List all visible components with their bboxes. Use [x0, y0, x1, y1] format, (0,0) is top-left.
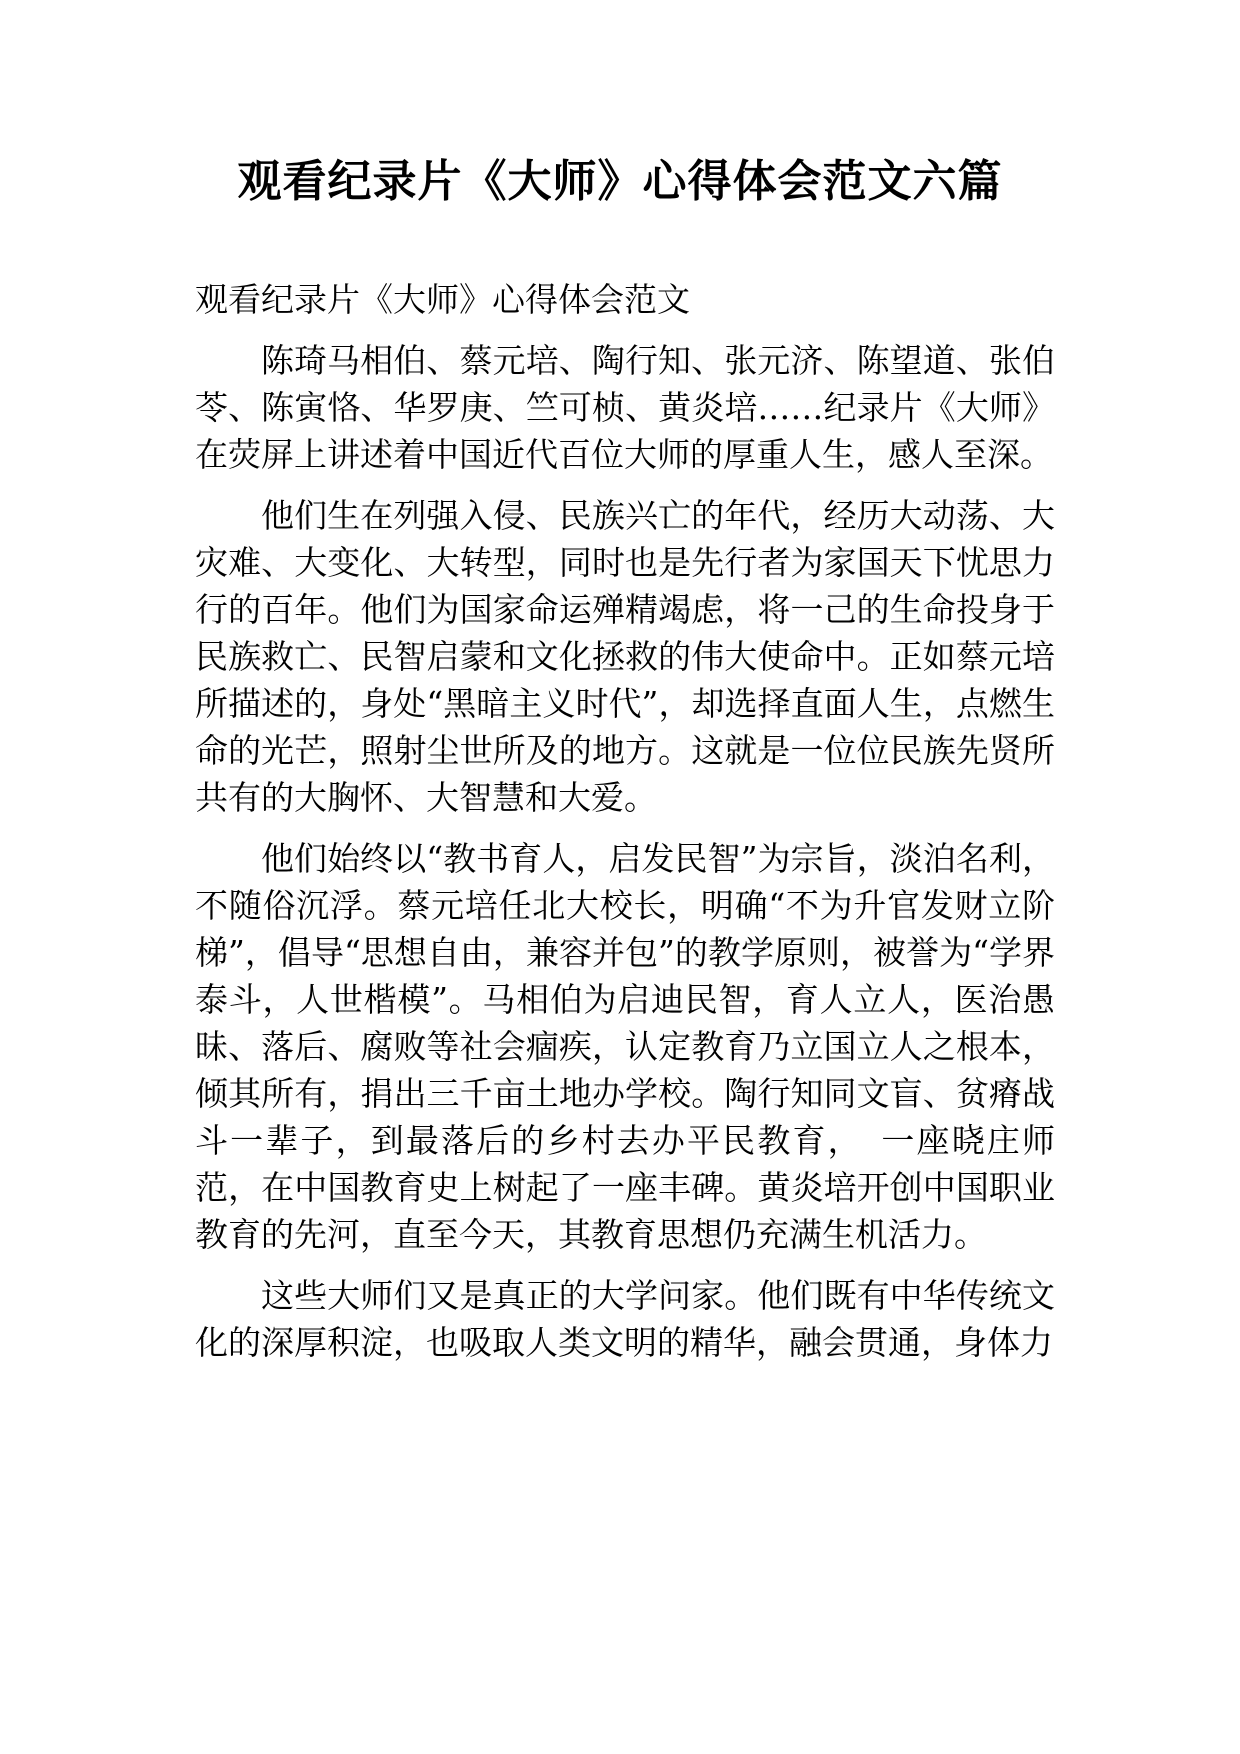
- paragraph-2: 他们生在列强入侵、民族兴亡的年代，经历大动荡、大灾难、大变化、大转型，同时也是先行者为家国天下忧思力行的百年。他们为国家命运殚精竭虑，将一己的生命投身于民族救亡、民智启蒙和文化拯救的伟大使命中。正如蔡元培所描述的，身处“黑暗主义时代”，却选择直面人生，点燃生命的光芒，照射尘世所及的地方。这就是一位位民族先贤所共有的大胸怀、大智慧和大爱。: [195, 496, 1055, 817]
- paragraph-3: 他们始终以“教书育人，启发民智”为宗旨，淡泊名利，不随俗沉浮。蔡元培任北大校长，明确“不为升官发财立阶梯”，倡导“思想自由，兼容并包”的教学原则，被誉为“学界泰斗，人世楷模”。马相伯为启迪民智，育人立人，医治愚昧、落后、腐败等社会痼疾，认定教育乃立国立人之根本，倾其所有，捐出三千亩土地办学校。陶行知同文盲、贫瘠战斗一辈子，到最落后的乡村去办平民教育， 一座晓庄师范，在中国教育史上树起了一座丰碑。黄炎培开创中国职业教育的先河，直至今天，其教育思想仍充满生机活力。: [195, 839, 1055, 1254]
- paragraph-1: 陈琦马相伯、蔡元培、陶行知、张元济、陈望道、张伯苓、陈寅恪、华罗庚、竺可桢、黄炎培……纪录片《大师》在荧屏上讲述着中国近代百位大师的厚重人生，感人至深。: [195, 341, 1055, 474]
- document-body: [195, 276, 1055, 1380]
- paragraph-4: 这些大师们又是真正的大学问家。他们既有中华传统文化的深厚积淀，也吸取人类文明的精华，融会贯通，身体力: [195, 1276, 1055, 1362]
- document-title: 观看纪录片《大师》心得体会范文六篇: [237, 156, 1003, 207]
- document-subtitle: 观看纪录片《大师》心得体会范文: [195, 280, 690, 319]
